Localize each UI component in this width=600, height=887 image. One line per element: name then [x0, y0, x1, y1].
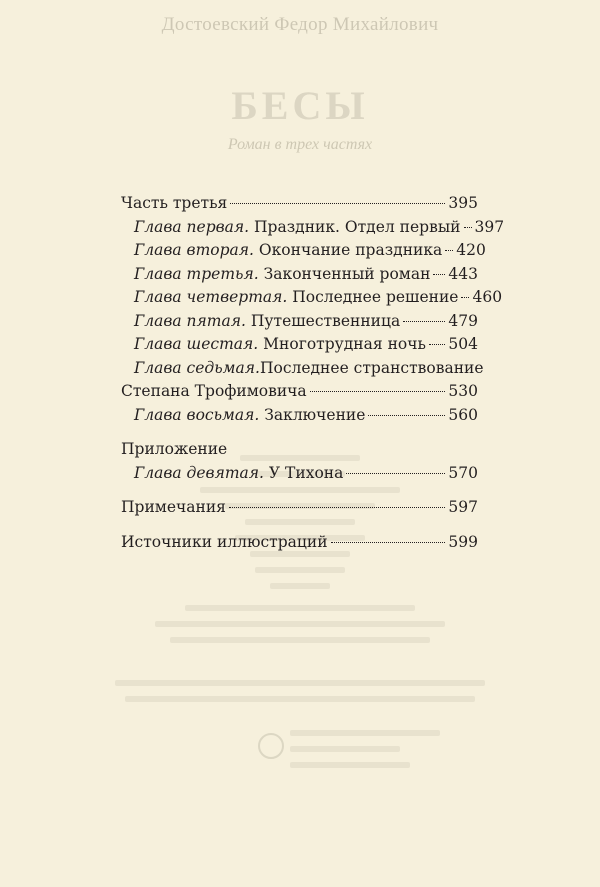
toc-entry-label: Глава третья. Законченный роман — [134, 264, 431, 283]
toc-entry-chapter-9[interactable] — [121, 462, 478, 486]
toc-entry-chapter-7[interactable] — [121, 357, 484, 404]
toc-entry-chapter-4[interactable] — [121, 286, 503, 310]
toc-entry-chapter-2[interactable] — [121, 239, 486, 263]
toc-entry-page: 395 — [448, 194, 478, 212]
toc-entry-page: 599 — [448, 532, 478, 551]
toc-entry-page: 570 — [448, 463, 478, 482]
toc-entry-page: 420 — [456, 241, 486, 259]
bleed-through-title: БЕСЫ — [231, 83, 369, 128]
leader-dots — [445, 250, 453, 251]
bleed-through-subtitle: Роман в трех частях — [227, 136, 373, 153]
toc-entry-notes[interactable] — [121, 496, 478, 520]
toc-entry-chapter-3[interactable] — [121, 263, 478, 287]
toc-entry-page: 479 — [448, 311, 478, 330]
toc-entry-page: 530 — [448, 382, 478, 400]
toc-entry-label: Глава девятая. У Тихона — [134, 463, 344, 482]
toc-entry-label: Глава восьмая. Заключение — [134, 405, 366, 424]
toc-entry-label: Глава первая. Праздник. Отдел первый — [134, 217, 461, 236]
toc-entry-chapter-6[interactable] — [121, 333, 478, 357]
toc-entry-chapter-8[interactable] — [121, 404, 478, 428]
toc-entry-page: 460 — [472, 288, 503, 306]
toc-entry-part-three[interactable] — [121, 192, 478, 216]
leader-dots — [331, 542, 446, 543]
leader-dots — [464, 227, 472, 228]
toc-entry-continuation — [121, 380, 478, 404]
toc-entry-label: Глава четвертая. Последнее решение — [134, 288, 459, 306]
leader-dots — [429, 344, 445, 345]
toc-entry-page: 560 — [448, 405, 478, 424]
leader-dots — [310, 391, 446, 392]
toc-entry-label: Часть третья — [121, 194, 228, 212]
toc-entry-label: Глава пятая. Путешественница — [134, 311, 401, 330]
toc-entry-label-continued: Степана Трофимовича — [121, 382, 307, 400]
leader-dots — [229, 507, 445, 508]
toc-entry-page: 443 — [448, 264, 478, 283]
bleed-through-publisher — [140, 605, 460, 653]
toc-entry-page: 504 — [448, 335, 478, 353]
toc-entry-page: 597 — [448, 498, 478, 516]
leader-dots — [433, 274, 445, 275]
toc-entry-label: Приложение — [121, 440, 228, 458]
toc-entry-label: Примечания — [121, 498, 226, 516]
toc-section-appendix[interactable] — [121, 438, 478, 462]
leader-dots — [461, 297, 469, 298]
toc-entry-label: Источники иллюстраций — [121, 532, 328, 551]
bleed-through-printer — [110, 680, 490, 712]
leader-dots — [403, 321, 445, 322]
leader-dots — [346, 473, 445, 474]
toc-entry-label: Глава седьмая. Последнее странствование — [134, 358, 484, 377]
toc-entry-illustration-sources[interactable] — [121, 531, 478, 555]
table-of-contents — [121, 192, 505, 554]
bleed-through-author: Достоевский Федор Михайлович — [161, 14, 439, 35]
toc-entry-chapter-5[interactable] — [121, 310, 478, 334]
bleed-through-emblem-icon — [258, 733, 284, 759]
toc-entry-label: Глава шестая. Многотрудная ночь — [134, 335, 426, 353]
leader-dots — [368, 415, 445, 416]
toc-entry-page: 397 — [474, 217, 505, 236]
leader-dots — [230, 203, 445, 204]
bleed-through-age-mark — [290, 730, 450, 778]
toc-entry-chapter-1[interactable] — [121, 216, 505, 240]
toc-entry-label: Глава вторая. Окончание праздника — [134, 241, 443, 259]
